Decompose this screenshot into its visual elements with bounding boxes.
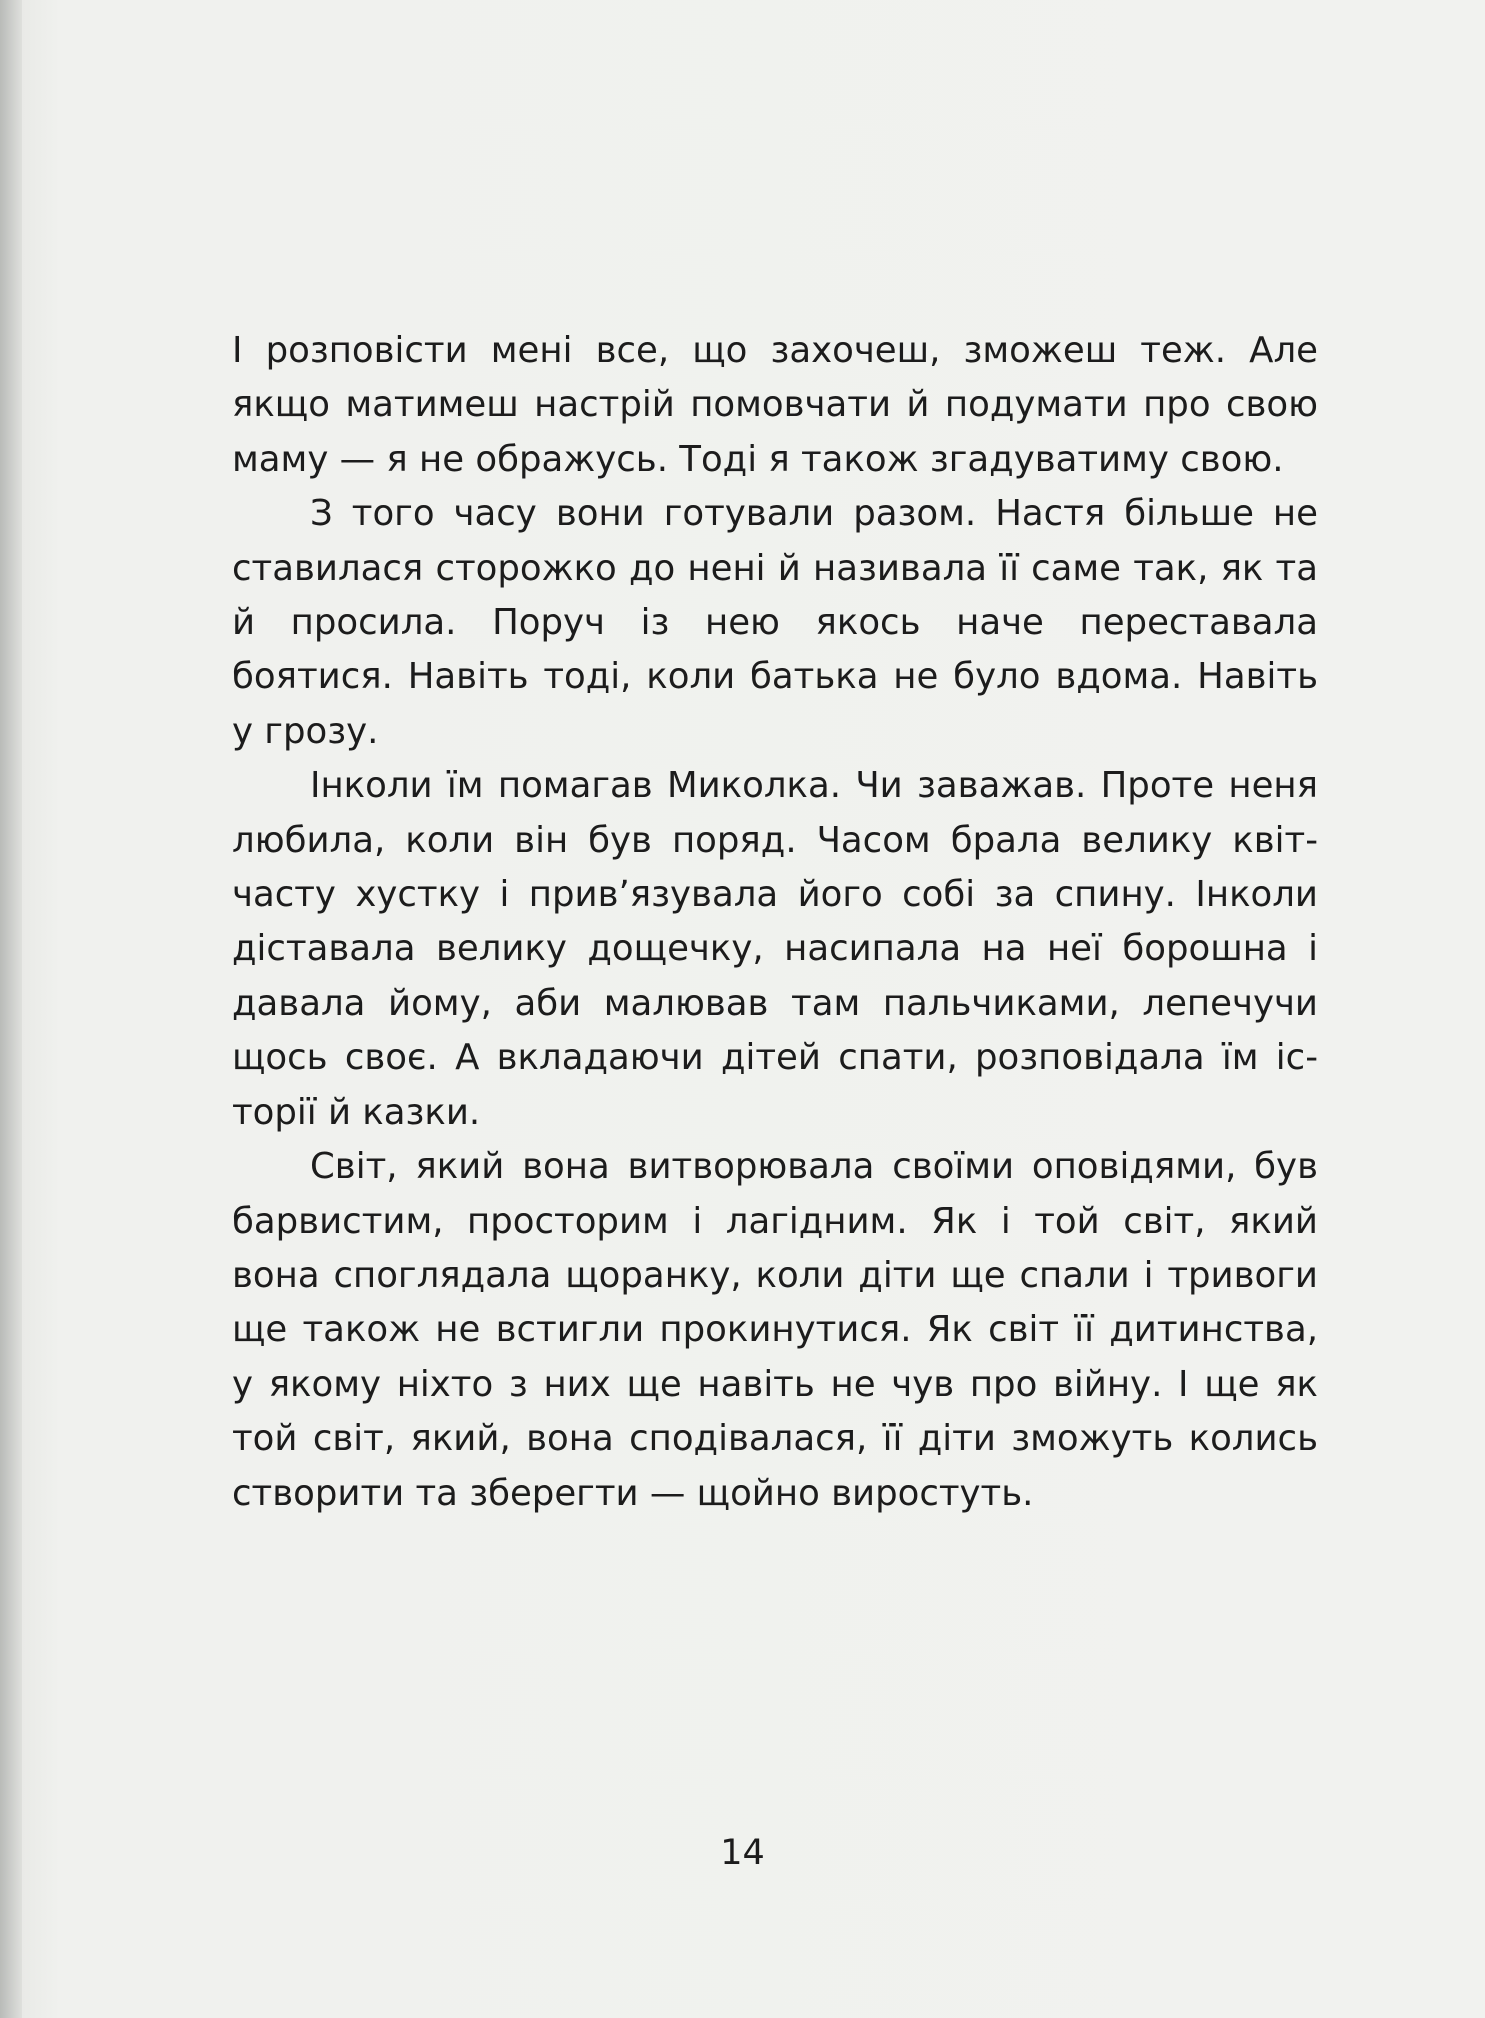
- body-text: [232, 324, 1318, 1521]
- paragraph-3: Інколи їм помагав Миколка. Чи заважав. Проте неня любила, коли він був поряд. Часом брала велику квітчасту хустку і прив’язувала його собі за спину. Інколи діставала велику дощечку, насипала на неї борошна і давала йому, аби малював там пальчиками, лепечучи щось своє. А вкладаючи дітей спати, розповідала їм історії й казки.: [232, 765, 1318, 1133]
- paragraph-4: Світ, який вона витворювала своїми оповідями, був барвистим, просторим і лагідним. Як і той світ, який вона споглядала щоранку, коли діти ще спали і тривоги ще також не встигли прокинутися. Як світ її дитинства, у якому ніхто з них ще навіть не чув про війну. І ще як той світ, який, вона сподівалася, її діти зможуть колись створити та зберегти — щойно виростуть.: [232, 1146, 1318, 1514]
- paragraph-1: І розповісти мені все, що захочеш, зможеш теж. Але якщо матимеш настрій помовчати й подумати про свою маму — я не ображусь. Тоді я також згадуватиму свою.: [232, 330, 1318, 480]
- page-number: 14: [720, 1833, 765, 1873]
- paragraph-2: З того часу вони готували разом. Настя більше не ставилася сторожко до нені й називала її саме так, як та й просила. Поруч із нею якось наче переставала боятися. Навіть тоді, коли батька не було вдома. Навіть у грозу.: [232, 493, 1318, 752]
- page-edge: [0, 0, 22, 2018]
